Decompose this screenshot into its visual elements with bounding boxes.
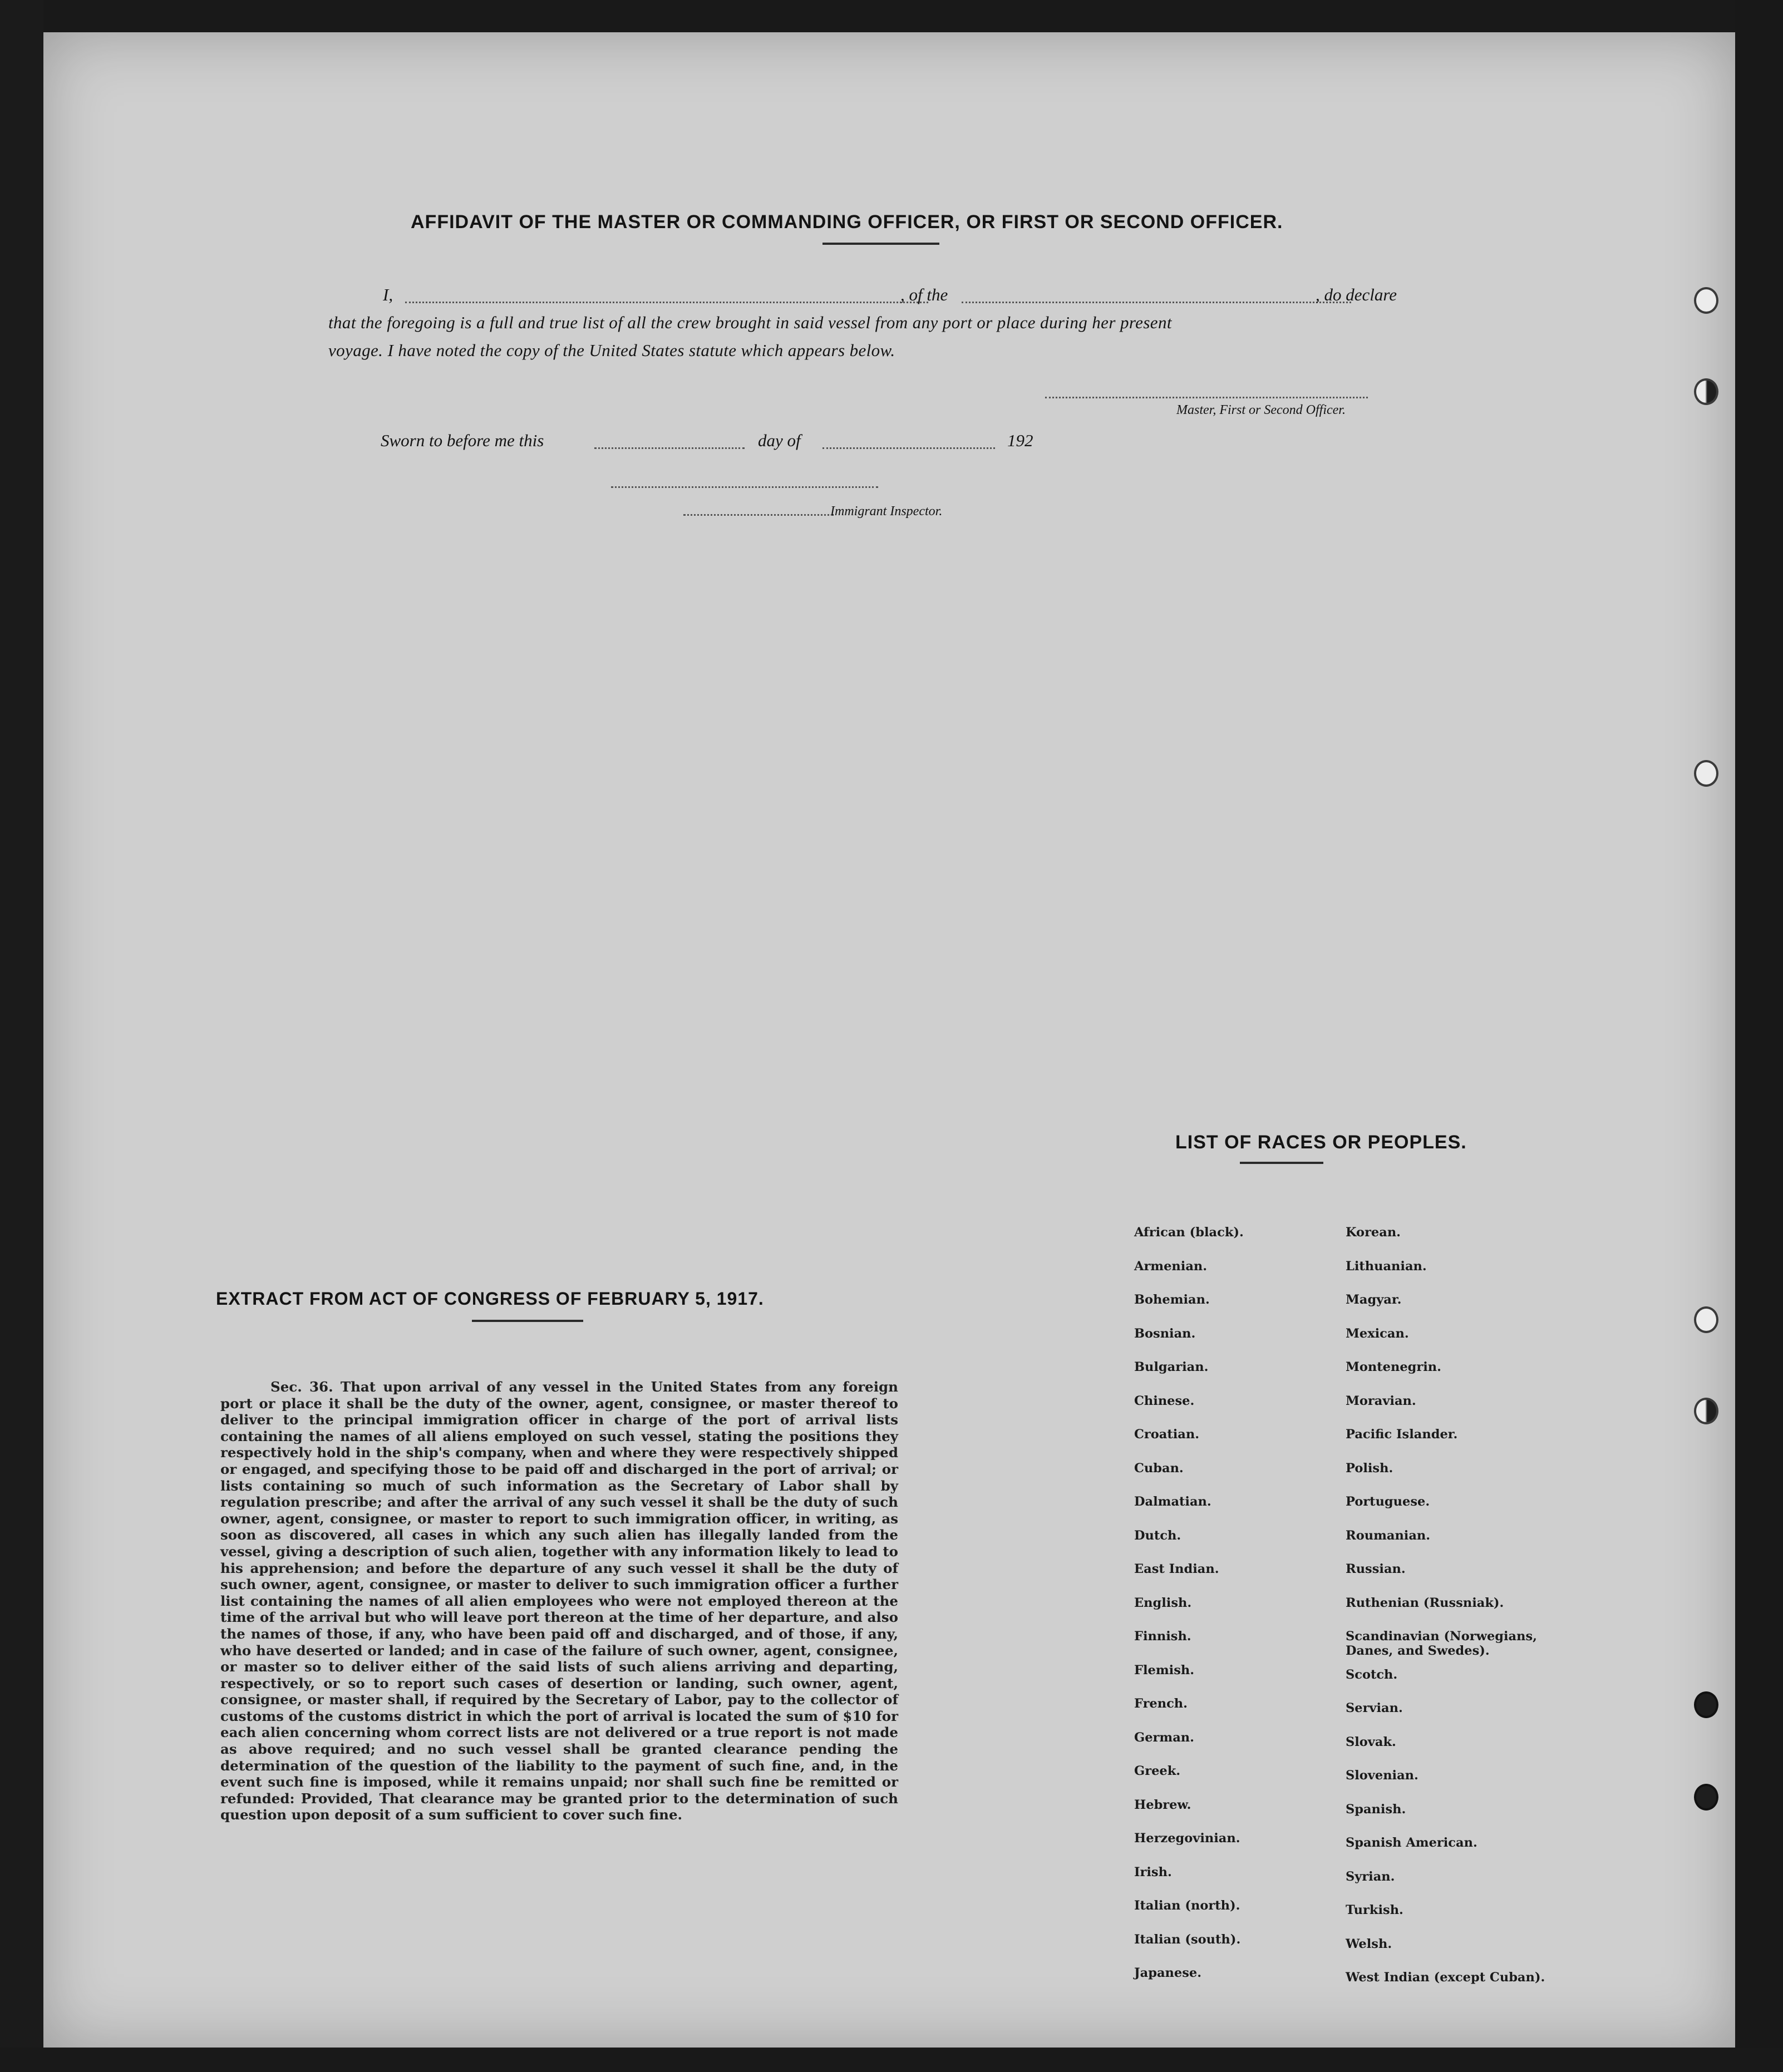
race-item: French. <box>1134 1696 1188 1711</box>
race-item: Russian. <box>1346 1562 1406 1576</box>
master-signature-line <box>1045 397 1368 398</box>
race-item: Bosnian. <box>1134 1326 1196 1341</box>
race-item: Finnish. <box>1134 1629 1191 1644</box>
binder-hole <box>1694 760 1718 787</box>
scan-top-edge <box>0 0 1783 32</box>
scan-left-edge <box>0 0 43 2072</box>
race-item: Japanese. <box>1134 1966 1202 1980</box>
race-item: Armenian. <box>1134 1259 1208 1274</box>
race-item: English. <box>1134 1595 1192 1610</box>
race-item: Servian. <box>1346 1701 1403 1715</box>
race-item: Pacific Islander. <box>1346 1427 1458 1442</box>
scan-bottom-edge <box>0 2048 1783 2072</box>
race-item: Bulgarian. <box>1134 1360 1209 1374</box>
race-item: Turkish. <box>1346 1903 1403 1917</box>
race-item: African (black). <box>1134 1225 1244 1240</box>
binder-hole <box>1694 1784 1718 1810</box>
race-item: Spanish. <box>1346 1802 1406 1817</box>
binder-hole <box>1694 1691 1718 1718</box>
affidavit-line-3: voyage. I have noted the copy of the United States statute which appears below. <box>328 341 895 360</box>
race-item: Syrian. <box>1346 1869 1395 1884</box>
sworn-day-line <box>594 447 745 449</box>
affidavit-title-rule <box>822 243 939 245</box>
extract-title-rule <box>472 1320 583 1322</box>
race-item: Hebrew. <box>1134 1797 1191 1812</box>
race-item: Mexican. <box>1346 1326 1409 1341</box>
race-item: Portuguese. <box>1346 1494 1430 1509</box>
document-page <box>43 32 1735 2048</box>
race-item: Irish. <box>1134 1864 1172 1879</box>
vessel-blank-line <box>962 302 1351 303</box>
races-title: LIST OF RACES OR PEOPLES. <box>1175 1132 1467 1153</box>
binder-hole <box>1694 1398 1718 1424</box>
race-item: Herzegovinian. <box>1134 1831 1240 1846</box>
race-item: Magyar. <box>1346 1292 1402 1307</box>
race-item: Dalmatian. <box>1134 1494 1211 1509</box>
race-item: Italian (north). <box>1134 1898 1240 1913</box>
race-item: Lithuanian. <box>1346 1259 1427 1274</box>
race-item: Montenegrin. <box>1346 1360 1441 1374</box>
extract-paragraph: Sec. 36. That upon arrival of any vessel in the United States from any foreign port or place it shall be the duty of the owner, agent, consignee, or master thereof to deliver to the principal immigration officer in charge of the port of arrival lists containing the names of all aliens employed on such vessel, stating the positions they respectively hold in the ship's company, when and where they were respectively shipped or engaged, and specifying those to be paid off and discharged in the port of arrival; or lists containing so much of such information as the Secretary of Labor shall by regulation prescribe; and after the arrival of any such vessel it shall be the duty of such owner, agent, consignee, or master to report to such immigration officer, in writing, as soon as discovered, all cases in which any such alien has illegally landed from the vessel, giving a description of such alien, together with any information likely to lead to his apprehension; and before the departure of any such vessel it shall be the duty of such owner, agent, consignee, or master to deliver to such immigration officer a further list containing the names of all alien employees who were not employed thereon at the time of the arrival but who will leave port thereon at the time of her departure, and also the names of those, if any, who have been paid off and discharged, and of those, if any, who have deserted or landed; and in case of the failure of such owner, agent, consignee, or master so to deliver either of the said lists of such aliens arriving and departing, respectively, or so to report such cases of desertion or landing, such owner, agent, consignee, or master shall, if required by the Secretary of Labor, pay to the collector of customs of the customs district in which the port of arrival is located the sum of $10 for each alien concerning whom correct lists are not delivered or a true report is not made as above required; and no such vessel shall be granted clearance pending the determination of the question of the liability to the payment of such fine, and, in the event such fine is imposed, while it remains unpaid; nor shall such fine be remitted or refunded: Provided, That clearance may be granted prior to the determination of such question upon deposit of a sum sufficient to cover such fine. <box>220 1379 898 1823</box>
affidavit-i: I, <box>383 285 393 304</box>
affidavit-declare: , do declare <box>1316 285 1397 304</box>
race-item: Moravian. <box>1346 1393 1416 1408</box>
affidavit-line-2: that the foregoing is a full and true list of all the crew brought in said vessel from any port or place during her present <box>328 313 1172 332</box>
race-item: Ruthenian (Russniak). <box>1346 1595 1504 1610</box>
race-item: Bohemian. <box>1134 1292 1210 1307</box>
day-of-text: day of <box>758 431 801 450</box>
race-item: Spanish American. <box>1346 1836 1477 1850</box>
race-item: Slovenian. <box>1346 1768 1418 1783</box>
inspector-signature-line <box>683 514 834 516</box>
races-title-rule <box>1240 1162 1323 1164</box>
race-item: West Indian (except Cuban). <box>1346 1970 1545 1985</box>
affidavit-title: AFFIDAVIT OF THE MASTER OR COMMANDING OFFICER, OR FIRST OR SECOND OFFICER. <box>411 211 1283 233</box>
master-label: Master, First or Second Officer. <box>1176 403 1346 417</box>
sworn-text: Sworn to before me this <box>381 431 544 450</box>
affidavit-of-the: , of the <box>900 285 948 304</box>
race-item: Korean. <box>1346 1225 1401 1240</box>
race-item: Italian (south). <box>1134 1932 1241 1947</box>
scan-right-edge <box>1735 0 1783 2072</box>
race-item: Welsh. <box>1346 1936 1392 1951</box>
race-item: East Indian. <box>1134 1562 1219 1576</box>
binder-hole <box>1694 287 1718 314</box>
race-item: Flemish. <box>1134 1662 1195 1678</box>
race-item: German. <box>1134 1730 1194 1745</box>
name-blank-line <box>405 302 928 303</box>
race-item: Greek. <box>1134 1764 1181 1778</box>
inspector-label: Immigrant Inspector. <box>830 504 943 519</box>
race-item: Slovak. <box>1346 1734 1396 1749</box>
race-item: Dutch. <box>1134 1528 1181 1543</box>
inspector-top-line <box>611 486 878 488</box>
race-item: Scandinavian (Norwegians, Danes, and Swedes). <box>1346 1629 1537 1658</box>
sworn-month-line <box>822 447 995 449</box>
year-text: 192 <box>1007 431 1033 450</box>
race-item: Croatian. <box>1134 1427 1200 1442</box>
race-item: Cuban. <box>1134 1461 1184 1476</box>
race-item: Roumanian. <box>1346 1528 1431 1543</box>
binder-hole <box>1694 1306 1718 1333</box>
race-item: Polish. <box>1346 1461 1393 1476</box>
race-item: Scotch. <box>1346 1667 1398 1682</box>
race-item: Chinese. <box>1134 1393 1195 1408</box>
extract-title: EXTRACT FROM ACT OF CONGRESS OF FEBRUARY 5, 1917. <box>216 1289 764 1309</box>
binder-hole <box>1694 378 1718 405</box>
